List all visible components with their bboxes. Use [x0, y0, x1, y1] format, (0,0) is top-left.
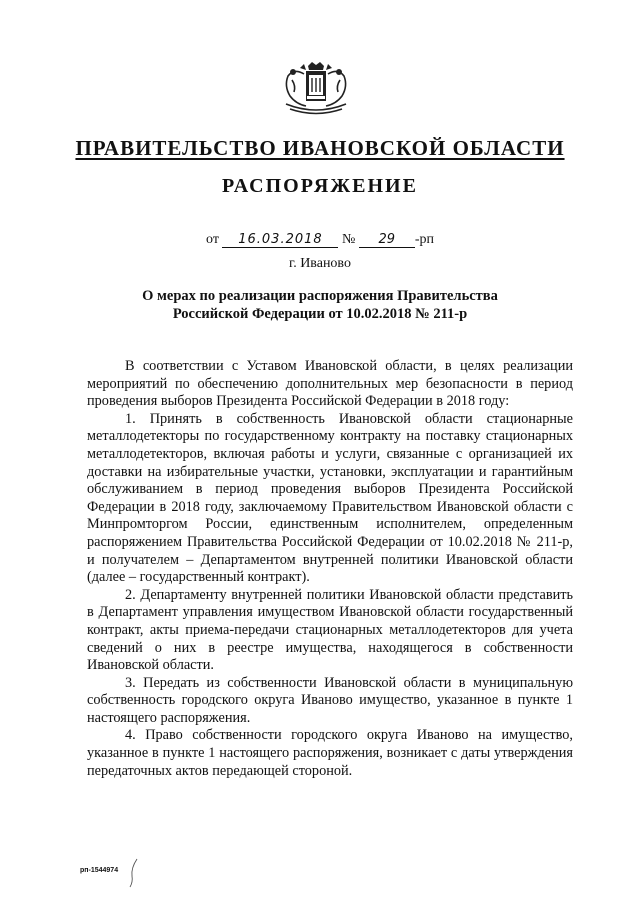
- body-paragraph: 3. Передать из собственности Ивановской области в муниципальную собственность городского округа Иваново имущество, указанное в пункте 1 настоящего распоряжения.: [87, 674, 573, 726]
- organization-text: ПРАВИТЕЛЬСТВО ИВАНОВСКОЙ ОБЛАСТИ: [75, 136, 565, 160]
- heading-line: О мерах по реализации распоряжения Правительства: [142, 288, 498, 304]
- organization-title: [0, 136, 640, 161]
- pen-mark-icon: [127, 858, 141, 888]
- body-paragraph: В соответствии с Уставом Ивановской области, в целях реализации мероприятий по обеспечению дополнительных мер безопасности в период проведения выборов Президента Российской Федерации в 2018 году:: [87, 358, 573, 410]
- body-paragraph: 2. Департаменту внутренней политики Ивановской области представить в Департамент управления имуществом Ивановской области государственный контракт, акты приема-передачи стационарных металлодетекторов для учета сведений о них в реестре имущества, находящегося в собственности Ивановской области.: [87, 586, 573, 674]
- body-paragraph: 4. Право собственности городского округа Иваново на имущество, указанное в пункте 1 настоящего распоряжения, возникает с даты утверждения передаточных актов передающей стороной.: [87, 727, 573, 779]
- number-prefix: №: [341, 232, 356, 247]
- document-heading: [120, 287, 520, 323]
- document-type: РАСПОРЯЖЕНИЕ: [222, 175, 418, 197]
- document-body: [87, 358, 573, 780]
- body-paragraph: 1. Принять в собственность Ивановской области стационарные металлодетекторы по государственному контракту на поставку стационарных металлодетекторов, включая работы и услуги, связанные с организацией их доставки на избирательные участки, установки, эксплуатации и гарантийным обслуживанием в период проведения выборов Президента Российской Федерации в 2018 году, заключаемому Правительством Ивановской области с Минпромторгом России, единственным исполнителем, определенным распоряжением Правительства Российской Федерации от 10.02.2018 № 211-р, и получателем – Департаментом внутренней политики Ивановской области (далее – государственный контракт).: [87, 410, 573, 586]
- document-number: 29: [359, 232, 415, 248]
- coat-of-arms-icon: [282, 60, 350, 116]
- city: г. Иваново: [289, 256, 351, 271]
- heading-line: Российской Федерации от 10.02.2018 № 211-р: [172, 306, 468, 322]
- document-date: 16.03.2018: [222, 232, 338, 248]
- date-prefix: от: [206, 232, 219, 247]
- registration-stamp: рп-1544974: [80, 867, 119, 874]
- number-suffix: -рп: [414, 232, 434, 247]
- date-number-line: [0, 232, 640, 248]
